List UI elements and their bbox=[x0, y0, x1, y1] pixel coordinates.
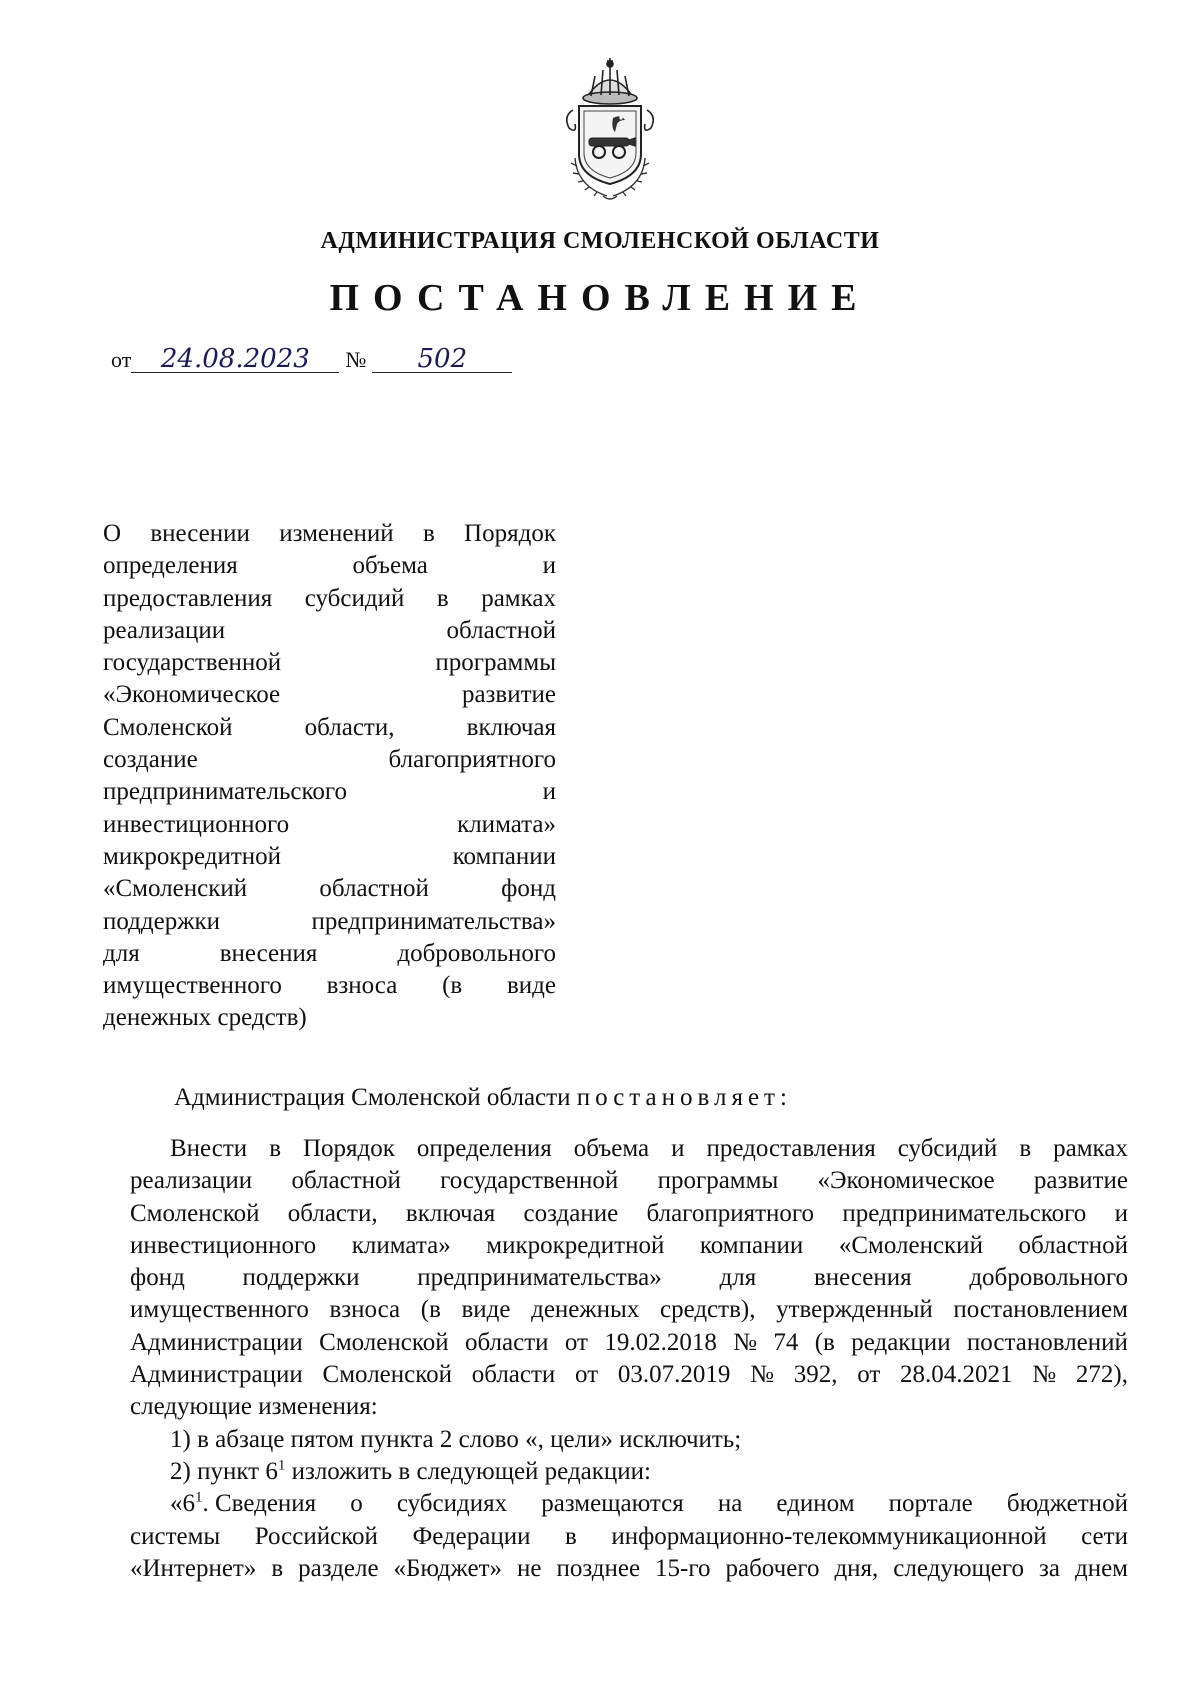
body-line: следующие изменения: bbox=[130, 1393, 378, 1421]
word: на bbox=[717, 1490, 743, 1518]
word: включая bbox=[405, 1199, 496, 1227]
body-line bbox=[130, 1198, 1128, 1230]
word: Смоленской bbox=[319, 1328, 449, 1356]
word: рамках bbox=[481, 584, 556, 612]
word: в bbox=[565, 1522, 577, 1550]
word: системы bbox=[130, 1522, 221, 1550]
word: Смоленской bbox=[130, 1199, 260, 1227]
word: климата» bbox=[457, 810, 556, 838]
word: и bbox=[542, 778, 556, 806]
word: инвестиционного bbox=[130, 1231, 317, 1259]
subject-line bbox=[103, 518, 556, 550]
superscript: 1 bbox=[195, 1489, 203, 1506]
word: добровольного bbox=[397, 939, 556, 967]
word: № bbox=[733, 1328, 758, 1356]
word: взноса bbox=[326, 972, 398, 1000]
subject-line bbox=[103, 809, 556, 841]
word: (в bbox=[814, 1328, 835, 1356]
word: предпринимательского bbox=[842, 1199, 1087, 1227]
decree-prefix: Администрация Смоленской области bbox=[174, 1084, 577, 1111]
word: развитие bbox=[461, 681, 556, 709]
date-from-label: от bbox=[111, 347, 132, 372]
decree-verb: постановляет: bbox=[576, 1084, 792, 1111]
word: 392, bbox=[793, 1361, 838, 1389]
document-subject bbox=[103, 518, 556, 1035]
word: рабочего bbox=[725, 1554, 820, 1582]
word: о bbox=[350, 1490, 363, 1518]
word: Федерации bbox=[412, 1522, 531, 1550]
word: едином bbox=[776, 1490, 855, 1518]
word: не bbox=[516, 1554, 542, 1582]
subject-line: денежных средств) bbox=[103, 1004, 307, 1032]
word: № bbox=[1032, 1361, 1057, 1389]
word: информационно-телекоммуникационной bbox=[611, 1522, 1047, 1550]
word: дня, bbox=[834, 1554, 879, 1582]
word: реализации bbox=[103, 616, 226, 644]
list-item: 2) пункт $6^1$ изложить в следующей редакции: bbox=[170, 1457, 651, 1485]
word: Порядок bbox=[464, 520, 556, 547]
word: предпринимательского bbox=[103, 778, 347, 806]
word: утвержденный bbox=[776, 1296, 933, 1324]
word: определения bbox=[416, 1135, 552, 1162]
word: имущественного bbox=[103, 972, 282, 1000]
word: объема bbox=[573, 1135, 650, 1162]
subject-line bbox=[103, 647, 556, 679]
word: размещаются bbox=[541, 1490, 684, 1518]
body-line bbox=[130, 1133, 1128, 1165]
word: «Смоленский bbox=[103, 875, 248, 903]
word: областной bbox=[291, 1167, 401, 1195]
word: фонд bbox=[130, 1264, 185, 1292]
word: Внести bbox=[170, 1135, 248, 1162]
word: «Смоленский bbox=[838, 1231, 983, 1259]
word: области, bbox=[304, 713, 395, 741]
body-line bbox=[130, 1262, 1128, 1294]
word: имущественного bbox=[130, 1296, 309, 1324]
word: бюджетной bbox=[1006, 1490, 1128, 1518]
quote-line bbox=[130, 1488, 1128, 1520]
smolensk-coat-of-arms-icon bbox=[555, 58, 665, 203]
date-number-line bbox=[111, 346, 512, 373]
word: «Экономическое bbox=[817, 1167, 995, 1195]
word: портале bbox=[888, 1490, 973, 1518]
word: постановлений bbox=[966, 1328, 1128, 1356]
word: области bbox=[471, 1361, 556, 1389]
word: в bbox=[1019, 1135, 1032, 1162]
word: Смоленской bbox=[322, 1361, 452, 1389]
word: 19.02.2018 bbox=[604, 1328, 717, 1356]
date-value: 24.08.2023 bbox=[131, 346, 339, 373]
document-type: ПОСТАНОВЛЕНИЕ bbox=[329, 277, 871, 319]
word: «Экономическое bbox=[103, 681, 281, 709]
word: реализации bbox=[130, 1167, 253, 1195]
word: Российской bbox=[254, 1522, 378, 1550]
word: инвестиционного bbox=[103, 810, 290, 838]
word: фонд bbox=[501, 875, 556, 903]
word: области bbox=[464, 1328, 549, 1356]
subject-line bbox=[103, 615, 556, 647]
word: (в bbox=[420, 1296, 441, 1324]
word: рамках bbox=[1053, 1135, 1128, 1162]
word: объема bbox=[352, 552, 428, 580]
subject-line bbox=[103, 873, 556, 905]
word: редакции bbox=[851, 1328, 951, 1356]
word: Смоленской bbox=[103, 713, 233, 741]
word: и bbox=[671, 1135, 685, 1162]
word: взноса bbox=[329, 1296, 401, 1324]
word: изменений bbox=[279, 520, 394, 547]
word: О bbox=[103, 520, 122, 547]
word: для bbox=[719, 1264, 757, 1292]
word: субсидиях bbox=[396, 1490, 508, 1518]
word: Порядок bbox=[303, 1135, 395, 1162]
word: 272), bbox=[1075, 1361, 1128, 1389]
number-label: № bbox=[345, 347, 367, 372]
subject-line bbox=[103, 550, 556, 582]
word: областной bbox=[446, 616, 556, 644]
word: 74 bbox=[773, 1328, 799, 1356]
word: внесения bbox=[219, 939, 318, 967]
word: виде bbox=[461, 1296, 511, 1324]
subject-line bbox=[103, 970, 556, 1002]
subject-line bbox=[103, 776, 556, 808]
word: сети bbox=[1081, 1522, 1128, 1550]
document-body bbox=[130, 1133, 1128, 1585]
word: развитие bbox=[1033, 1167, 1128, 1195]
subject-line bbox=[103, 712, 556, 744]
word: создание bbox=[103, 746, 198, 774]
quote-line bbox=[130, 1553, 1128, 1585]
word: разделе bbox=[298, 1554, 379, 1582]
word: и bbox=[1114, 1199, 1128, 1227]
word: «Интернет» bbox=[130, 1554, 257, 1582]
word: поддержки bbox=[242, 1264, 360, 1292]
word: благоприятного bbox=[388, 746, 556, 774]
subject-line bbox=[103, 679, 556, 711]
word: поддержки bbox=[103, 907, 220, 935]
word: (в bbox=[442, 972, 463, 1000]
body-line bbox=[130, 1230, 1128, 1262]
word: компании bbox=[452, 842, 556, 870]
word: микрокредитной bbox=[103, 842, 282, 870]
word: предоставления bbox=[103, 584, 273, 612]
subject-line bbox=[103, 583, 556, 615]
word: внесении bbox=[150, 520, 250, 547]
number-value: 502 bbox=[372, 346, 512, 373]
word: субсидий bbox=[304, 584, 405, 612]
word: виде bbox=[506, 972, 556, 1000]
quote-line bbox=[130, 1521, 1128, 1553]
word: 03.07.2019 bbox=[617, 1361, 731, 1389]
body-line bbox=[130, 1294, 1128, 1326]
word: от bbox=[564, 1328, 588, 1356]
word: предпринимательства» bbox=[311, 907, 556, 935]
word: областной bbox=[319, 875, 429, 903]
word: области, bbox=[287, 1199, 378, 1227]
decree-clause bbox=[174, 1084, 792, 1112]
word: в bbox=[269, 1135, 281, 1162]
authority-name: АДМИНИСТРАЦИЯ СМОЛЕНСКОЙ ОБЛАСТИ bbox=[320, 228, 880, 254]
word: 28.04.2021 bbox=[900, 1361, 1013, 1389]
word: днем bbox=[1074, 1554, 1128, 1582]
word: 15-го bbox=[655, 1554, 711, 1582]
word: предоставления bbox=[706, 1135, 876, 1162]
word: позднее bbox=[556, 1554, 641, 1582]
word: следующего bbox=[893, 1554, 1025, 1582]
word: постановлением bbox=[953, 1296, 1128, 1324]
subject-line bbox=[103, 906, 556, 938]
word: областной bbox=[1018, 1231, 1128, 1259]
word: субсидий bbox=[897, 1135, 998, 1162]
body-line bbox=[130, 1165, 1128, 1197]
superscript: 1 bbox=[277, 1457, 286, 1474]
word: государственной bbox=[440, 1167, 619, 1195]
word: в bbox=[422, 520, 435, 547]
word: государственной bbox=[103, 649, 282, 677]
word: компании bbox=[699, 1231, 804, 1259]
word: Администрации bbox=[130, 1361, 303, 1389]
word: программы bbox=[435, 649, 556, 677]
body-line bbox=[130, 1327, 1128, 1359]
word: климата» bbox=[351, 1231, 451, 1259]
word: программы bbox=[657, 1167, 779, 1195]
list-item: 1) в абзаце пятом пункта 2 слово «, цели» исключить; bbox=[170, 1425, 742, 1453]
word: создание bbox=[523, 1199, 619, 1227]
word: за bbox=[1039, 1554, 1060, 1582]
word: определения bbox=[103, 552, 238, 580]
word: «$6^1$. Сведения bbox=[170, 1489, 317, 1518]
word: средств), bbox=[659, 1296, 756, 1324]
word: в bbox=[436, 584, 449, 612]
word: микрокредитной bbox=[486, 1231, 665, 1259]
subject-line bbox=[103, 841, 556, 873]
word: в bbox=[271, 1554, 284, 1582]
word: добровольного bbox=[969, 1264, 1128, 1292]
word: внесения bbox=[813, 1264, 912, 1292]
word: Администрации bbox=[130, 1328, 303, 1356]
word: включая bbox=[466, 713, 556, 741]
body-line bbox=[130, 1359, 1128, 1391]
subject-line bbox=[103, 744, 556, 776]
word: для bbox=[103, 939, 140, 967]
word: от bbox=[575, 1361, 599, 1389]
word: «Бюджет» bbox=[393, 1554, 502, 1582]
word: денежных bbox=[531, 1296, 640, 1324]
word: благоприятного bbox=[646, 1199, 815, 1227]
word: № bbox=[750, 1361, 774, 1389]
word: и bbox=[542, 552, 556, 580]
word: от bbox=[857, 1361, 881, 1389]
word: предпринимательства» bbox=[417, 1264, 662, 1292]
subject-line bbox=[103, 938, 556, 970]
